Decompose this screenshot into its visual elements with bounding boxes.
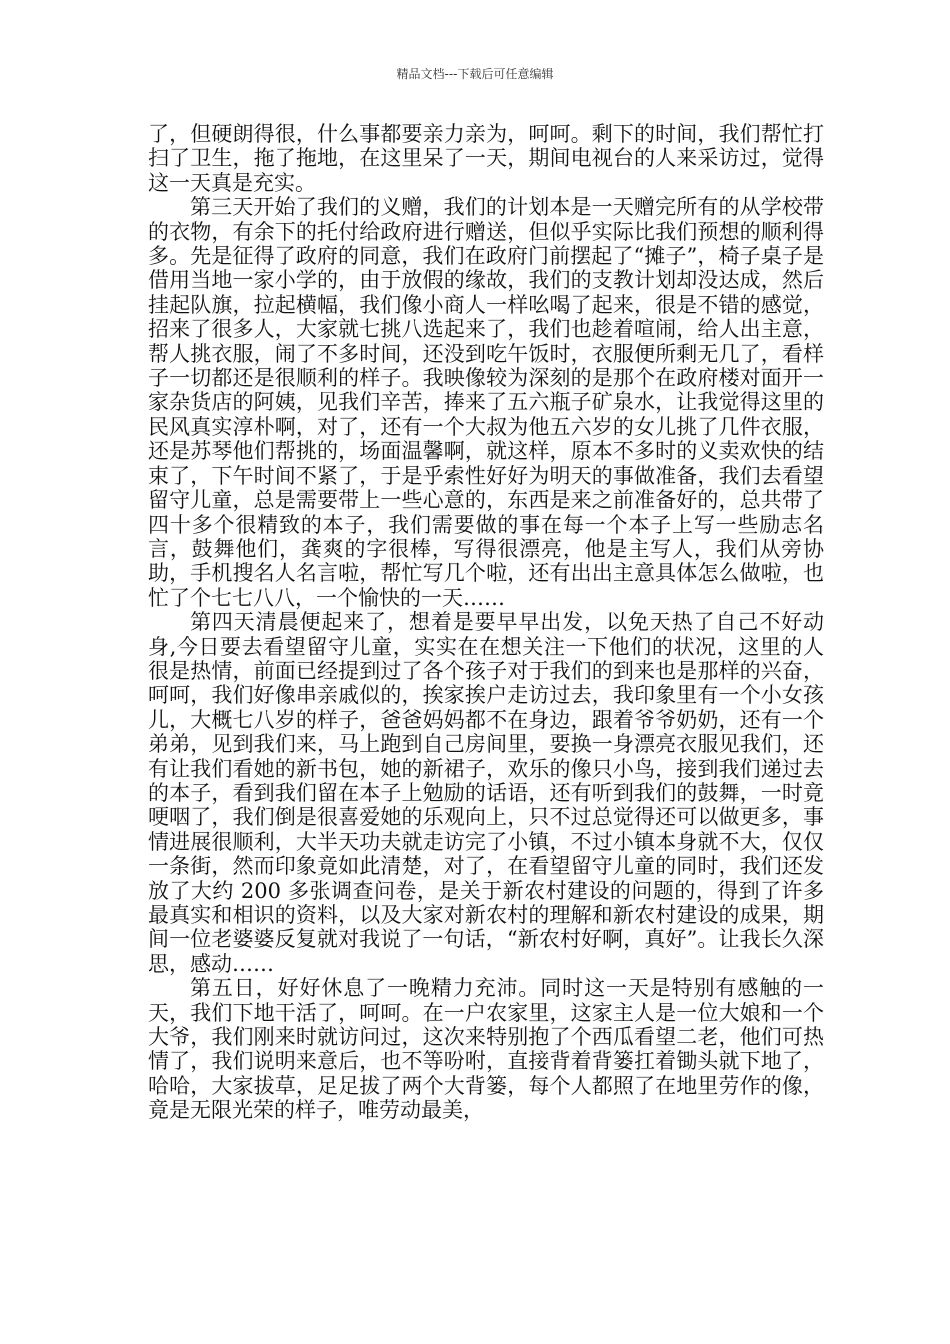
paragraph-day-three: 第三天开始了我们的义赠，我们的计划本是一天赠完所有的从学校带的衣物，有余下的托付给政府进行赠送，但似乎实际比我们预想的顺利得多。先是征得了政府的同意，我们在政府门前摆起了“摊子”，椅子桌子是借用当地一家小学的，由于放假的缘故，我们的支教计划却没达成，然后挂起队旗，拉起横幅，我们像小商人一样吆喝了起来，很是不错的感觉，招来了很多人，大家就七挑八选起来了，我们也趁着喧闹，给人出主意，帮人挑衣服，闹了不多时间，还没到吃午饭时，衣服便所剩无几了，看样子一切都还是很顺利的样子。我映像较为深刻的是那个在政府楼对面开一家杂货店的阿姨，见我们辛苦，捧来了五六瓶子矿泉水，让我觉得这里的民风真实淳朴啊，对了，还有一个大叔为他五六岁的女儿挑了几件衣服，还是苏琴他们帮挑的，场面温馨啊，就这样，原本不多时的义卖欢快的结束了，下午时间不紧了，于是乎索性好好为明天的事做准备，我们去看望留守儿童，总是需要带上一些心意的，东西是来之前准备好的，总共带了四十多个很精致的本子，我们需要做的事在每一个本子上写一些励志名言，鼓舞他们，龚爽的字很棒，写得很漂亮，他是主写人，我们从旁协助，手机搜名人名言啦，帮忙写几个啦，还有出出主意具体怎么做啦，也忙了个七七八八，一个愉快的一天…… xyxy=(148,195,824,610)
paragraph-day-five: 第五日，好好休息了一晚精力充沛。同时这一天是特别有感触的一天，我们下地干活了，呵呵。在一户农家里，这家主人是一位大娘和一个大爷，我们刚来时就访问过，这次来特别抱了个西瓜看望二老，他们可热情了，我们说明来意后，也不等吩咐，直接背着背篓扛着锄头就下地了，哈哈，大家拔草，足足拔了两个大背篓，每个人都照了在地里劳作的像，竟是无限光荣的样子，唯劳动最美， xyxy=(148,976,824,1123)
paragraph-continuation: 了，但硬朗得很，什么事都要亲力亲为，呵呵。剩下的时间，我们帮忙打扫了卫生，拖了拖地，在这里呆了一天，期间电视台的人来采访过，觉得这一天真是充实。 xyxy=(148,122,824,195)
paragraph-day-four: 第四天清晨便起来了，想着是要早早出发，以免天热了自己不好动身,今日要去看望留守儿童，实实在在想关注一下他们的状况，这里的人很是热情，前面已经提到过了各个孩子对于我们的到来也是那样的兴奋，呵呵，我们好像串亲戚似的，挨家挨户走访过去，我印象里有一个小女孩儿，大概七八岁的样子，爸爸妈妈都不在身边，跟着爷爷奶奶，还有一个弟弟，见到我们来，马上跑到自己房间里，要换一身漂亮衣服见我们，还有让我们看她的新书包，她的新裙子，欢乐的像只小鸟，接到我们递过去的本子，看到我们留在本子上勉励的话语，还有听到我们的鼓舞，一时竟哽咽了，我们倒是很喜爱她的乐观向上，只不过总觉得还可以做更多，事情进展很顺利，大半天功夫就走访完了小镇，不过小镇本身就不大，仅仅一条街，然而印象竟如此清楚，对了，在看望留守儿童的同时，我们还发放了大约 200 多张调查问卷，是关于新农村建设的问题的，得到了许多最真实和相识的资料，以及大家对新农村的理解和新农村建设的成果，期间一位老婆婆反复就对我说了一句话，“新农村好啊，真好”。让我长久深思，感动…… xyxy=(148,610,824,976)
document-body xyxy=(148,122,824,1123)
page-header: 精品文档---下载后可任意编辑 xyxy=(396,67,554,81)
